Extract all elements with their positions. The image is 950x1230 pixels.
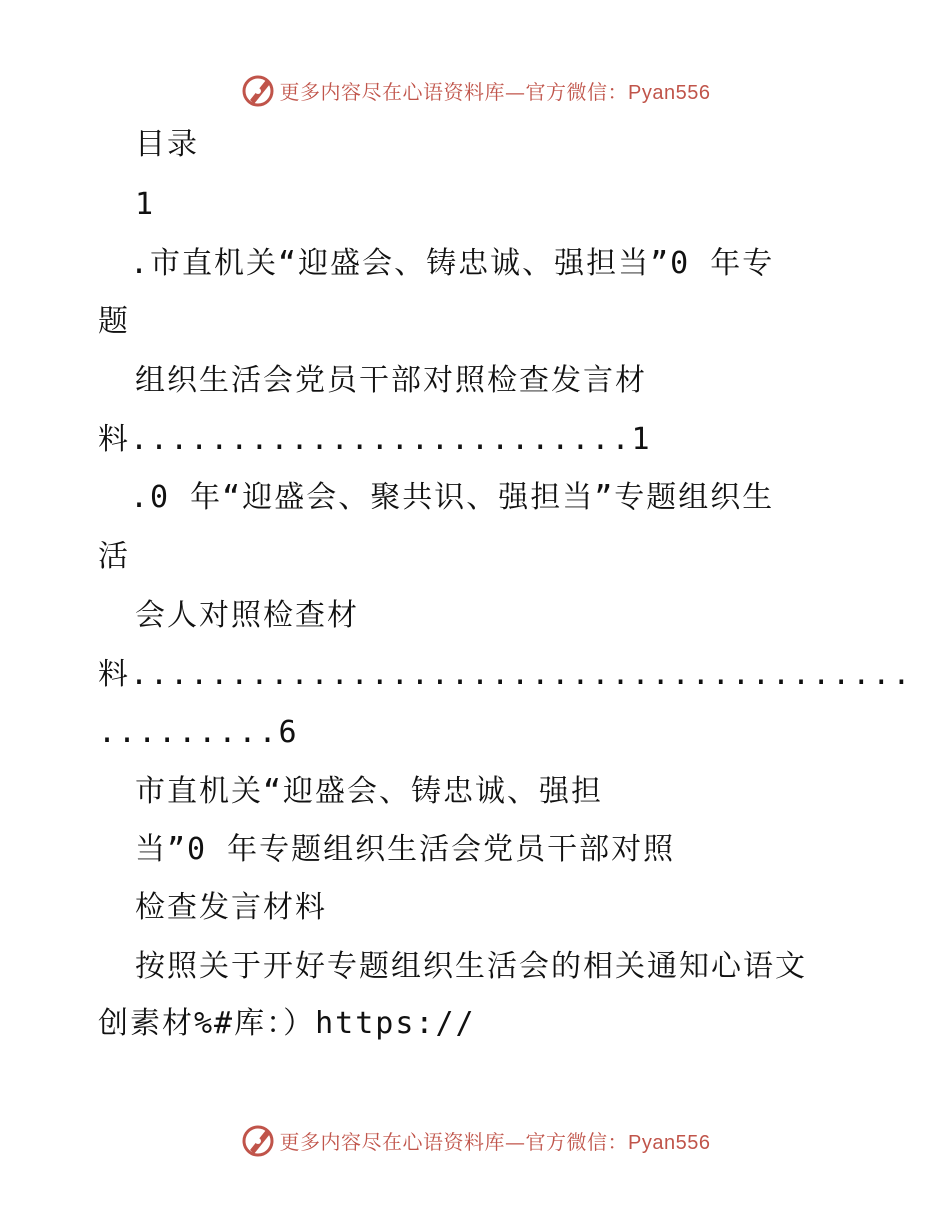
pen-logo-icon bbox=[240, 72, 276, 108]
body-paragraph-line-2: 创素材%#库：）https:// bbox=[98, 1006, 476, 1041]
toc-entry-2-line-1: .0 年“迎盛会、聚共识、强担当”专题组织生 bbox=[130, 480, 775, 515]
toc-entry-2-leader-cont: .........6 bbox=[98, 715, 299, 750]
toc-entry-1-line-1: .市直机关“迎盛会、铸忠诚、强担当”0 年专 bbox=[130, 246, 775, 281]
watermark-text: 更多内容尽在心语资料库—官方微信：Pyan556 bbox=[279, 1129, 711, 1154]
toc-entry-1-line-2: 题 bbox=[98, 304, 130, 339]
toc-number: 1 bbox=[135, 187, 156, 222]
watermark-banner-bottom bbox=[0, 1120, 950, 1160]
watermark-banner-top bbox=[0, 70, 950, 110]
article-title-line-1: 市直机关“迎盛会、铸忠诚、强担 bbox=[135, 774, 604, 809]
toc-entry-2-leader: 料....................................... bbox=[98, 657, 913, 692]
toc-entry-1-leader: 料.........................1 bbox=[98, 422, 652, 457]
body-paragraph-line-1: 按照关于开好专题组织生活会的相关通知心语文 bbox=[135, 949, 807, 984]
toc-entry-1-line-3: 组织生活会党员干部对照检查发言材 bbox=[135, 363, 647, 398]
toc-heading: 目录 bbox=[135, 127, 199, 162]
pen-logo-icon bbox=[240, 1122, 276, 1158]
article-title-line-2: 当”0 年专题组织生活会党员干部对照 bbox=[135, 832, 676, 867]
article-title-line-3: 检查发言材料 bbox=[135, 890, 327, 925]
watermark-text: 更多内容尽在心语资料库—官方微信：Pyan556 bbox=[279, 79, 711, 104]
toc-entry-2-line-3: 会人对照检查材 bbox=[135, 598, 359, 633]
toc-entry-2-line-2: 活 bbox=[98, 539, 130, 574]
